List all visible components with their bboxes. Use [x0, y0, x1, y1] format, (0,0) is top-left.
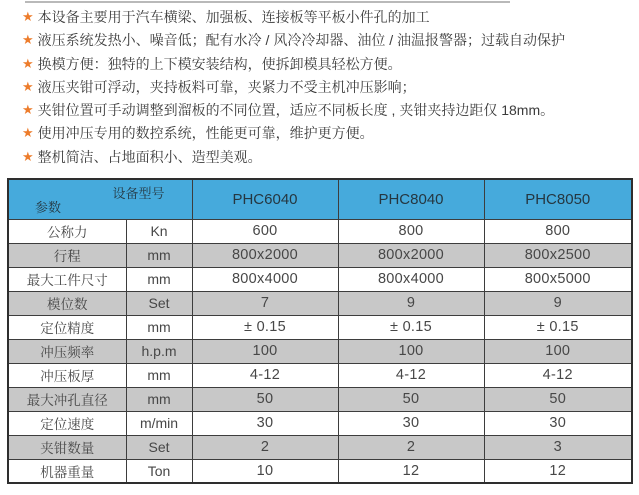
value-cell: 30: [484, 411, 632, 435]
value-cell: 4-12: [338, 363, 484, 387]
table-row: [8, 315, 632, 339]
value-cell: 800: [484, 219, 632, 243]
feature-item: [22, 6, 632, 29]
table-row: [8, 387, 632, 411]
param-cell: 冲压板厚: [8, 363, 126, 387]
param-cell: 定位速度: [8, 411, 126, 435]
param-cell: 行程: [8, 243, 126, 267]
feature-text: 夹钳位置可手动调整到溜板的不同位置，适应不同板长度 , 夹钳夹持边距仅 18mm。: [37, 102, 555, 119]
value-cell: 2: [338, 435, 484, 459]
value-cell: 800x4000: [192, 267, 338, 291]
unit-cell: Ton: [126, 459, 192, 483]
value-cell: 100: [484, 339, 632, 363]
unit-cell: m/min: [126, 411, 192, 435]
unit-cell: mm: [126, 315, 192, 339]
table-row: [8, 411, 632, 435]
unit-cell: h.p.m: [126, 339, 192, 363]
star-bullet-icon: ★: [22, 125, 34, 141]
table-row: [8, 291, 632, 315]
value-cell: 9: [484, 291, 632, 315]
value-cell: 800x5000: [484, 267, 632, 291]
value-cell: 800x2500: [484, 243, 632, 267]
unit-cell: mm: [126, 267, 192, 291]
value-cell: ± 0.15: [192, 315, 338, 339]
value-cell: 50: [484, 387, 632, 411]
param-cell: 模位数: [8, 291, 126, 315]
feature-text: 本设备主要用于汽车横梁、加强板、连接板等平板小件孔的加工: [37, 9, 430, 25]
feature-item: [22, 76, 632, 99]
star-bullet-icon: ★: [22, 102, 34, 118]
feature-list: [22, 6, 632, 169]
model-header-phc6040: PHC6040: [192, 179, 338, 219]
unit-cell: mm: [126, 363, 192, 387]
corner-bottom-label: 参数: [35, 199, 62, 215]
value-cell: 7: [192, 291, 338, 315]
feature-item: [22, 122, 632, 145]
model-header-phc8040: PHC8040: [338, 179, 484, 219]
unit-cell: mm: [126, 243, 192, 267]
star-bullet-icon: ★: [22, 32, 34, 48]
star-bullet-icon: ★: [22, 9, 34, 24]
feature-text: 液压系统发热小、噪音低；配有水冷 / 风冷冷却器、油位 / 油温报警器；过载自动保护: [37, 32, 565, 49]
feature-text: 液压夹钳可浮动，夹持板料可靠，夹紧力不受主机冲压影响；: [37, 78, 416, 95]
value-cell: 9: [338, 291, 484, 315]
value-cell: 4-12: [192, 363, 338, 387]
star-bullet-icon: ★: [22, 55, 34, 71]
param-cell: 最大冲孔直径: [8, 387, 126, 411]
feature-item: [22, 53, 632, 76]
value-cell: 12: [484, 459, 632, 483]
feature-item: [22, 99, 632, 122]
value-cell: 3: [484, 435, 632, 459]
star-bullet-icon: ★: [22, 148, 34, 164]
value-cell: 600: [192, 219, 338, 243]
value-cell: 100: [192, 339, 338, 363]
unit-cell: Kn: [126, 219, 192, 243]
value-cell: 50: [192, 387, 338, 411]
value-cell: 800: [338, 219, 484, 243]
table-header-row: [8, 179, 632, 219]
value-cell: 50: [338, 387, 484, 411]
value-cell: ± 0.15: [338, 315, 484, 339]
value-cell: 800x2000: [192, 243, 338, 267]
value-cell: 800x4000: [338, 267, 484, 291]
param-cell: 冲压频率: [8, 339, 126, 363]
value-cell: 100: [338, 339, 484, 363]
feature-item: [22, 29, 632, 52]
table-row: [8, 267, 632, 291]
feature-text: 整机简洁、占地面积小、造型美观。: [37, 148, 262, 165]
value-cell: 30: [192, 411, 338, 435]
top-divider: [25, 1, 510, 3]
model-header-phc8050: PHC8050: [484, 179, 632, 219]
param-cell: 公称力: [8, 219, 126, 243]
param-cell: 定位精度: [8, 315, 126, 339]
param-cell: 夹钳数量: [8, 435, 126, 459]
corner-top-label: 设备型号: [112, 186, 165, 201]
table-row: [8, 339, 632, 363]
value-cell: 12: [338, 459, 484, 483]
feature-item: [22, 146, 632, 169]
value-cell: 2: [192, 435, 338, 459]
feature-text: 换模方便：独特的上下模安装结构，使拆卸模具轻松方便。: [37, 55, 402, 72]
unit-cell: mm: [126, 387, 192, 411]
spec-table: [7, 178, 633, 484]
param-cell: 最大工件尺寸: [8, 267, 126, 291]
table-row: [8, 459, 632, 483]
value-cell: 800x2000: [338, 243, 484, 267]
star-bullet-icon: ★: [22, 78, 34, 94]
table-row: [8, 243, 632, 267]
value-cell: 30: [338, 411, 484, 435]
unit-cell: Set: [126, 435, 192, 459]
table-row: [8, 363, 632, 387]
table-row: [8, 219, 632, 243]
feature-text: 使用冲压专用的数控系统，性能更可靠，维护更方便。: [37, 125, 374, 142]
table-row: [8, 435, 632, 459]
param-cell: 机器重量: [8, 459, 126, 483]
value-cell: ± 0.15: [484, 315, 632, 339]
unit-cell: Set: [126, 291, 192, 315]
corner-cell: [8, 179, 192, 219]
value-cell: 10: [192, 459, 338, 483]
value-cell: 4-12: [484, 363, 632, 387]
